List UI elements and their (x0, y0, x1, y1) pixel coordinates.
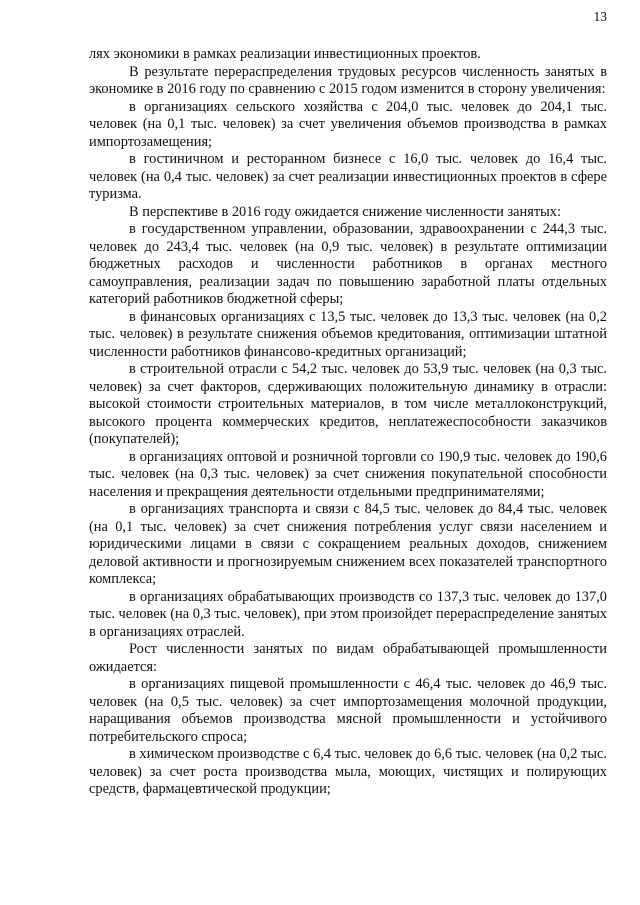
paragraph-agriculture: в организациях сельского хозяйства с 204,0 тыс. человек до 204,1 тыс. человек (на 0,1 тыс. человек) за счет увеличения объемов производства в рамках импортозамещения; (89, 98, 607, 150)
paragraph-intro-increase: В результате перераспределения трудовых ресурсов численность занятых в экономике в 2016 году по сравнению с 2015 годом изменится в сторону увеличения: (89, 63, 607, 97)
paragraph-public-administration: в государственном управлении, образовании, здравоохранении с 244,3 тыс. человек до 243,4 тыс. человек (на 0,9 тыс. человек) в результате оптимизации бюджетных расходов и численности работников в органах местного самоуправления, реализации задач по повышению заработной платы отдельных категорий работников бюджетной сферы; (89, 221, 607, 307)
paragraph-manufacturing: в организациях обрабатывающих производств со 137,3 тыс. человек до 137,0 тыс. человек (на 0,3 тыс. человек), при этом произойдет перераспределение занятых в организациях отраслей. (89, 588, 607, 640)
paragraph-food-industry: в организациях пищевой промышленности с 46,4 тыс. человек до 46,9 тыс. человек (на 0,5 тыс. человек) за счет импортозамещения молочной продукции, наращивания объемов производства мясной промышленности и устойчивого потребительского спроса; (89, 676, 607, 745)
paragraph-trade: в организациях оптовой и розничной торговли со 190,9 тыс. человек до 190,6 тыс. человек (на 0,3 тыс. человек) за счет снижения покупательной способности населения и прекращения деятельности отдельными предпринимателями; (89, 448, 607, 500)
paragraph-hotels-restaurants: в гостиничном и ресторанном бизнесе с 16,0 тыс. человек до 16,4 тыс. человек (на 0,4 тыс. человек) за счет реализации инвестиционных проектов в сфере туризма. (89, 151, 607, 202)
paragraph-finance: в финансовых организациях с 13,5 тыс. человек до 13,3 тыс. человек (на 0,2 тыс. человек) в результате снижения объемов кредитования, оптимизации штатной численности работников финансово-кредитных организаций; (89, 308, 607, 360)
paragraph-transport: в организациях транспорта и связи с 84,5 тыс. человек до 84,4 тыс. человек (на 0,1 тыс. человек) за счет снижения потребления услуг связи населением и юридическими лицами в связи с сокращением реальных доходов, снижением деловой активности и прогнозируемым снижением всех показателей транспортного комплекса; (89, 501, 607, 587)
page-number: 13 (593, 9, 607, 24)
document-body (89, 46, 607, 799)
paragraph-construction: в строительной отрасли с 54,2 тыс. человек до 53,9 тыс. человек (на 0,3 тыс. человек) за счет факторов, сдерживающих положительную динамику в отрасли: высокой стоимости строительных материалов, в том числе металлоконструкций, высокого процента коммерческих кредитов, неплатежеспособности заказчиков (покупателей); (89, 361, 607, 447)
paragraph-chemical: в химическом производстве с 6,4 тыс. человек до 6,6 тыс. человек (на 0,2 тыс. человек) за счет роста производства мыла, моющих, чистящих и полирующих средств, фармацевтической продукции; (89, 746, 607, 797)
paragraph-intro-manufacturing-growth: Рост численности занятых по видам обрабатывающей промышленности ожидается: (89, 641, 607, 675)
paragraph-continuation: лях экономики в рамках реализации инвестиционных проектов. (89, 46, 481, 62)
paragraph-intro-decrease: В перспективе в 2016 году ожидается снижение численности занятых: (129, 203, 561, 220)
